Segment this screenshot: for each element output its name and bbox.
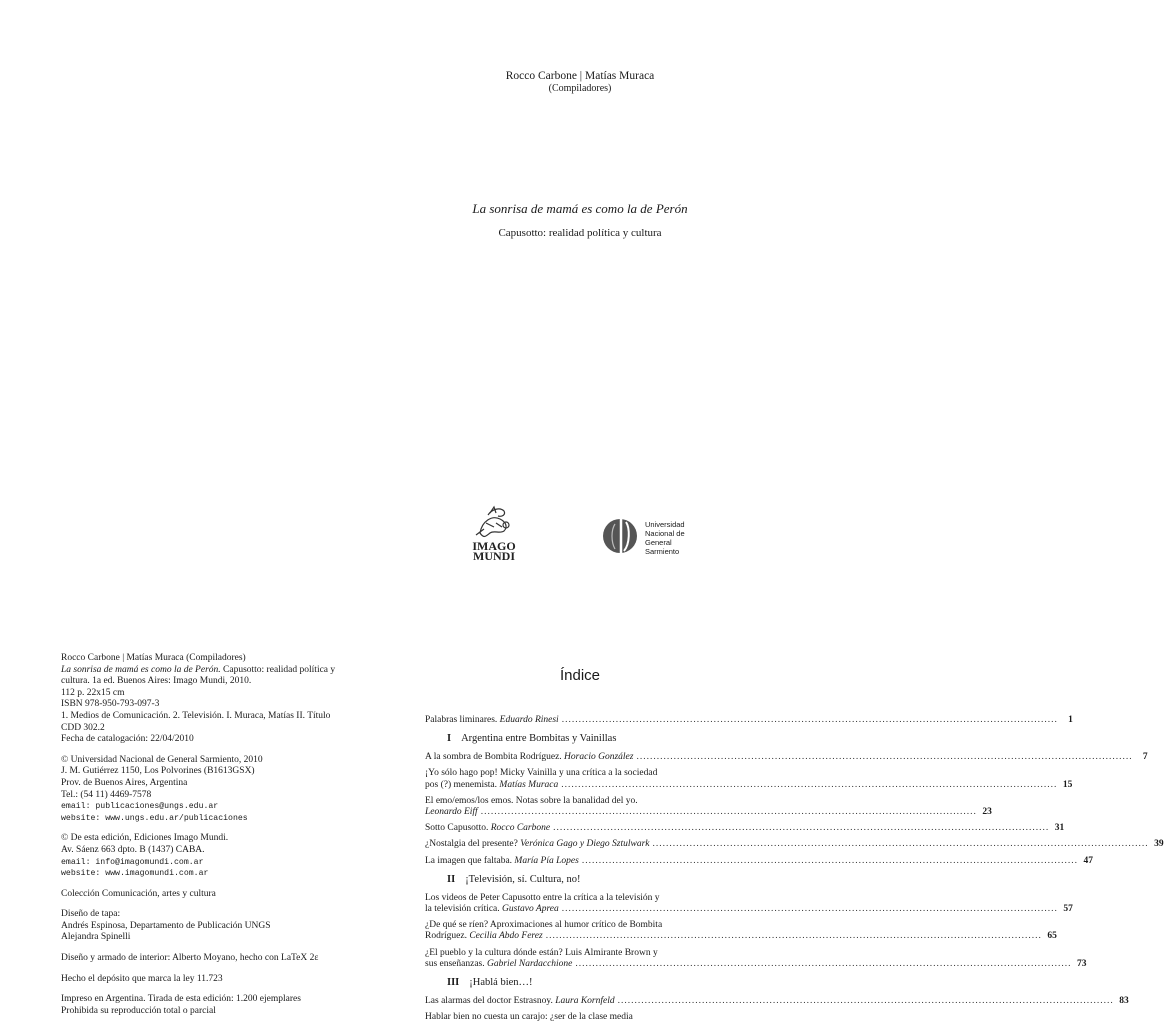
catalog-line: CDD 302.2: [61, 722, 105, 733]
section-title: Argentina entre Bombitas y Vainillas: [461, 733, 617, 745]
section-number: III: [447, 977, 460, 989]
catalog-line: 112 p. 22x15 cm: [61, 687, 125, 698]
print-line: Prohibida su reproducción total o parcial: [61, 1005, 216, 1016]
imago-email: email: info@imagomundi.com.ar: [61, 857, 204, 867]
index-entry: [425, 947, 1087, 970]
mundi-text: MUNDI: [473, 549, 515, 563]
entry-page: 23: [982, 807, 992, 818]
imago-website: website: www.imagomundi.com.ar: [61, 869, 209, 879]
section-heading: [447, 733, 710, 744]
catalog-line: 1. Medios de Comunicación. 2. Televisión. I. Muraca, Matías II. Título: [61, 710, 331, 721]
index-entry: [425, 892, 1073, 915]
ungs-name: [645, 520, 725, 556]
ungs-line: Nacional de: [645, 529, 685, 538]
entry-title: Rodríguez.: [425, 931, 467, 942]
colophon: [61, 653, 381, 1017]
cover-design-line: Andrés Espinosa, Departamento de Publicación UNGS: [61, 920, 271, 931]
entry-title: Hablar bien no cuesta un carajo: ¿ser de la clase media: [425, 1012, 633, 1023]
section-number: II: [447, 873, 456, 885]
ungs-address-line: Prov. de Buenos Aires, Argentina: [61, 777, 188, 788]
catalog-line: ISBN 978-950-793-097-3: [61, 699, 160, 710]
index-entry: [425, 839, 1164, 850]
entry-page: 83: [1119, 996, 1129, 1007]
imago-text: IMAGO: [472, 539, 516, 553]
authors-line: Rocco Carbone | Matías Muraca: [505, 70, 655, 82]
entry-title: ¿Nostalgia del presente?: [425, 839, 518, 850]
index-entry: [425, 752, 1148, 763]
index-entry: [425, 823, 1065, 834]
cover-design-line: Diseño de tapa:: [61, 909, 121, 920]
ungs-copyright-line: © Universidad Nacional de General Sarmiento, 2010: [61, 754, 263, 765]
book-subtitle: Capusotto: realidad política y cultura: [498, 227, 662, 239]
entry-page: 47: [1083, 855, 1093, 866]
entry-page: 1: [1068, 715, 1073, 725]
entry-page: 7: [1142, 752, 1148, 763]
entry-title: sus enseñanzas.: [425, 958, 485, 969]
entry-title: La imagen que faltaba.: [425, 855, 513, 866]
entry-author: Rocco Carbone: [490, 823, 551, 834]
catalog-line: Rocco Carbone | Matías Muraca (Compiladores): [61, 653, 246, 663]
interior-design-line: Diseño y armado de interior: Alberto Moyano, hecho con LaTeX 2ε: [61, 953, 319, 964]
entry-page: 65: [1047, 931, 1057, 942]
entry-author: Gabriel Nardacchione: [487, 958, 573, 969]
catalog-title-line: [61, 665, 381, 677]
index-entry: [425, 1012, 710, 1023]
entry-title-line: El emo/emos/los emos. Notas sobre la banalidad del yo.: [425, 795, 638, 806]
entry-author: Cecilia Abdo Ferez: [469, 931, 543, 942]
entry-title: la televisión crítica.: [425, 904, 500, 915]
index-entry: [425, 855, 1093, 867]
imago-mundi-logo: [466, 503, 522, 563]
entry-page: 39: [1154, 839, 1164, 850]
ungs-address-line: J. M. Gutiérrez 1150, Los Polvorines (B1613GSX): [61, 766, 255, 777]
entry-page: 31: [1054, 823, 1065, 834]
catalog-line: cultura. 1a ed. Buenos Aires: Imago Mundi, 2010.: [61, 676, 252, 687]
deposit-line: Hecho el depósito que marca la ley 11.723: [61, 973, 223, 984]
ungs-line: Universidad: [645, 520, 685, 529]
entry-page: 73: [1077, 958, 1087, 969]
entry-title-line: ¿De qué se ríen? Aproximaciones al humor crítico de Bombita: [425, 920, 663, 931]
entry-title: Palabras liminares.: [425, 715, 498, 725]
index-entry: [425, 996, 1129, 1007]
ungs-line: General: [645, 538, 672, 547]
section-number: I: [447, 733, 452, 745]
entry-author: Horacio González: [564, 752, 634, 763]
print-line: Impreso en Argentina. Tirada de esta edición: 1.200 ejemplares: [61, 994, 301, 1005]
index-entry: [425, 795, 992, 818]
index-entry: [425, 715, 1073, 726]
ungs-website: website: www.ungs.edu.ar/publicaciones: [61, 813, 248, 823]
entry-page: 15: [1062, 779, 1073, 790]
imago-address-line: Av. Sáenz 663 dpto. B (1437) CABA.: [61, 844, 205, 855]
entry-title: Sotto Capusotto.: [425, 823, 489, 834]
entry-title-line: ¿El pueblo y la cultura dónde están? Luis Almirante Brown y: [425, 947, 658, 958]
imago-copyright-line: © De esta edición, Ediciones Imago Mundi.: [61, 833, 229, 844]
entry-title: pos (?) menemista.: [425, 779, 498, 790]
index-heading: Índice: [559, 667, 601, 684]
entry-page: 57: [1063, 904, 1073, 915]
index-entry: [425, 920, 1057, 942]
entry-author: Matías Muraca: [499, 779, 559, 790]
entry-title-line: ¡Yo sólo hago pop! Micky Vainilla y una crítica a la sociedad: [425, 768, 658, 779]
book-title: La sonrisa de mamá es como la de Perón: [472, 201, 688, 216]
entry-author: Gustavo Aprea: [502, 904, 559, 915]
ungs-logo: [602, 518, 638, 554]
catalog-subtitle: Capusotto: realidad política y: [220, 664, 336, 675]
section-heading: [447, 874, 710, 885]
section-heading: [447, 977, 710, 988]
entry-author: Eduardo Rinesi: [499, 715, 559, 725]
catalog-title: La sonrisa de mamá es como la de Perón.: [61, 664, 221, 675]
compiladores-label: (Compiladores): [548, 83, 612, 94]
section-title: ¡Hablá bien…!: [469, 977, 533, 989]
ungs-line: Sarmiento: [645, 547, 680, 556]
entry-author: Verónica Gago y Diego Sztulwark: [520, 839, 650, 850]
index-entry: [425, 768, 1073, 790]
entry-author: Leonardo Eiff: [425, 807, 478, 818]
ungs-email: email: publicaciones@ungs.edu.ar: [61, 802, 219, 812]
entry-title-line: Los videos de Peter Capusotto entre la crítica a la televisión y: [425, 892, 660, 903]
section-title: ¡Televisión, sí. Cultura, no!: [465, 873, 581, 885]
cover-design-line: Alejandra Spinelli: [61, 932, 131, 943]
imago-mundi-emblem-icon: [466, 503, 522, 563]
collection-line: Colección Comunicación, artes y cultura: [61, 888, 216, 899]
ungs-phone-line: Tel.: (54 11) 4469-7578: [61, 789, 152, 800]
ungs-emblem-icon: [602, 518, 638, 554]
index-list: [425, 715, 1164, 1028]
entry-author: María Pía Lopes: [514, 855, 579, 866]
entry-title: A la sombra de Bombita Rodríguez.: [425, 752, 562, 763]
entry-title: Las alarmas del doctor Estrasnoy.: [425, 996, 553, 1007]
entry-author: Laura Kornfeld: [555, 996, 615, 1007]
catalog-line: Fecha de catalogación: 22/04/2010: [61, 734, 194, 745]
